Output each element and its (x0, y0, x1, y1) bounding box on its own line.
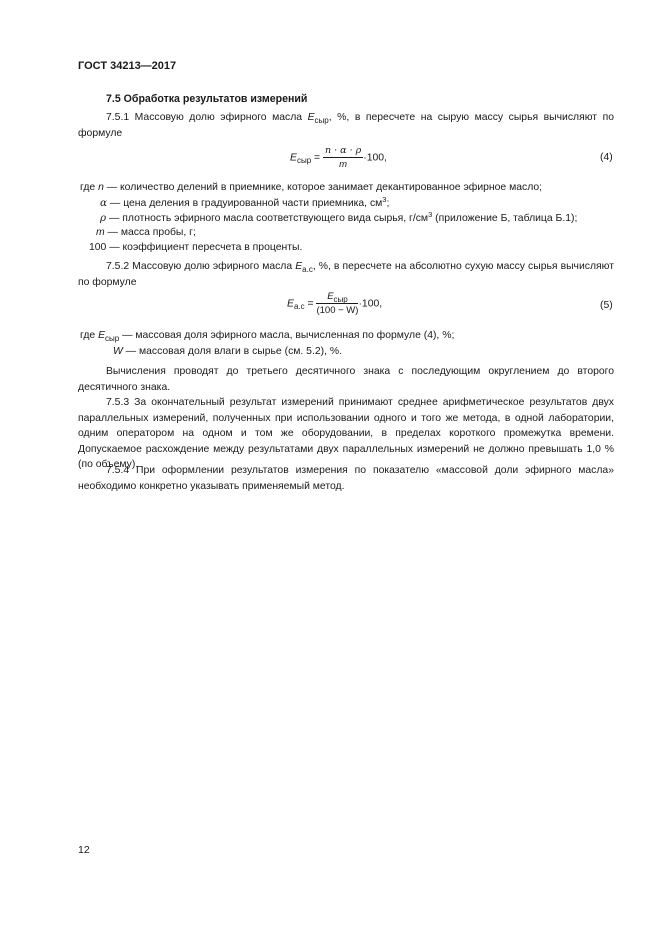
definition-m (96, 227, 196, 238)
formula-5-denominator: (100 − W) (316, 305, 359, 316)
definition-symbol: m (96, 227, 105, 238)
formula-4 (290, 145, 387, 170)
formula-4-denominator: m (339, 159, 348, 170)
formula-4-numerator: n · α · ρ (325, 145, 362, 156)
formula-5-equals: = (307, 298, 314, 310)
formula-5-tail: ·100, (358, 298, 383, 310)
definition-symbol: α (100, 197, 108, 209)
definition-100 (89, 242, 302, 253)
definition-text: — коэффициент пересчета в проценты. (106, 242, 303, 253)
formula-5-numerator (316, 291, 358, 304)
formula-4-number: (4) (600, 152, 613, 163)
definition-symbol: n (98, 182, 104, 193)
definition-alpha (100, 197, 389, 209)
formula-4-lhs: E (290, 152, 297, 164)
definition-text: — массовая доля эфирного масла, вычисленная по формуле (4), %; (119, 330, 455, 341)
formula-5-numerator-subscript: сыр (333, 295, 348, 304)
paragraph-7-5-3: 7.5.3 За окончательный результат измерений принимают среднее арифметическое результатов двух параллельных измерений, полученных при использовании одного и того же метода, в одной лаборатории, одним оператором на одном и том же оборудовании, в пределах короткого промежутка времени. Допускаемое расхождение между результатами двух параллельных измерений не должно превышать 1,0 % (по объему). (78, 397, 614, 470)
formula-5-lhs: E (287, 298, 294, 310)
formula-4-equals: = (314, 152, 321, 164)
p752-symbol: E (295, 261, 303, 272)
paragraph-7-5-1 (78, 110, 614, 141)
definition-where: где (80, 330, 99, 341)
definition-symbol: ρ (100, 212, 107, 224)
definition-text: — плотность эфирного масла соответствующего вида сырья, г/см (106, 213, 429, 224)
paragraph-7-5-4: 7.5.4 При оформлении результатов измерения по показателю «массовой доли эфирного масла» необходимо конкретно указывать применяемый метод. (78, 465, 614, 492)
definition-where: где (80, 182, 99, 193)
p751-symbol: E (307, 112, 315, 123)
definition-superscript: 3 (382, 195, 387, 204)
p752-lead: 7.5.2 Массовую долю эфирного масла (106, 261, 296, 272)
definition-n (80, 182, 542, 193)
formula-5-fraction (316, 291, 358, 316)
formula-4-lhs-subscript: сыр (296, 156, 312, 166)
definition-e-syr (80, 330, 454, 341)
formula-4-fraction (323, 145, 363, 170)
document-code-header: ГОСТ 34213—2017 (78, 60, 177, 72)
definition-text-after: ; (386, 198, 390, 209)
definition-text: — массовая доля влаги в сырье (см. 5.2), %. (122, 346, 342, 357)
definition-symbol: 100 (89, 242, 107, 253)
formula-5-lhs-subscript: а.с (293, 302, 305, 312)
definition-subscript: сыр (105, 334, 120, 343)
formula-5-numerator-symbol: E (327, 291, 334, 302)
definition-rho (100, 212, 577, 224)
formula-5 (287, 291, 382, 316)
p751-symbol-subscript: сыр (314, 116, 329, 125)
formula-5-number: (5) (600, 300, 613, 311)
page-number: 12 (78, 844, 90, 856)
p751-tail: , %, в пересчете на сырую массу сырья вычисляют по формуле (78, 112, 615, 139)
definition-w (113, 346, 342, 357)
section-title: 7.5 Обработка результатов измерений (106, 93, 308, 105)
p752-symbol-subscript: а.с (302, 265, 313, 274)
p751-lead: 7.5.1 Массовую долю эфирного масла (106, 112, 308, 123)
definition-symbol: E (98, 330, 105, 341)
formula-4-tail: ·100, (363, 152, 387, 164)
definition-text: — количество делений в приемнике, которое занимает декантированное эфирное масло; (103, 182, 543, 193)
definition-symbol: W (113, 346, 123, 357)
definition-superscript: 3 (428, 210, 433, 219)
paragraph-rounding: Вычисления проводят до третьего десятичного знака с последующим округлением до второго десятичного знака. (78, 366, 614, 393)
paragraph-7-5-2 (78, 259, 614, 290)
p752-tail: , %, в пересчете на абсолютно сухую массу сырья вычисляют по формуле (78, 261, 614, 288)
definition-text: — масса пробы, г; (104, 227, 196, 238)
definition-text: — цена деления в градуированной части приемника, см (107, 198, 383, 209)
definition-text-after: (приложение Б, таблица Б.1); (432, 213, 578, 224)
